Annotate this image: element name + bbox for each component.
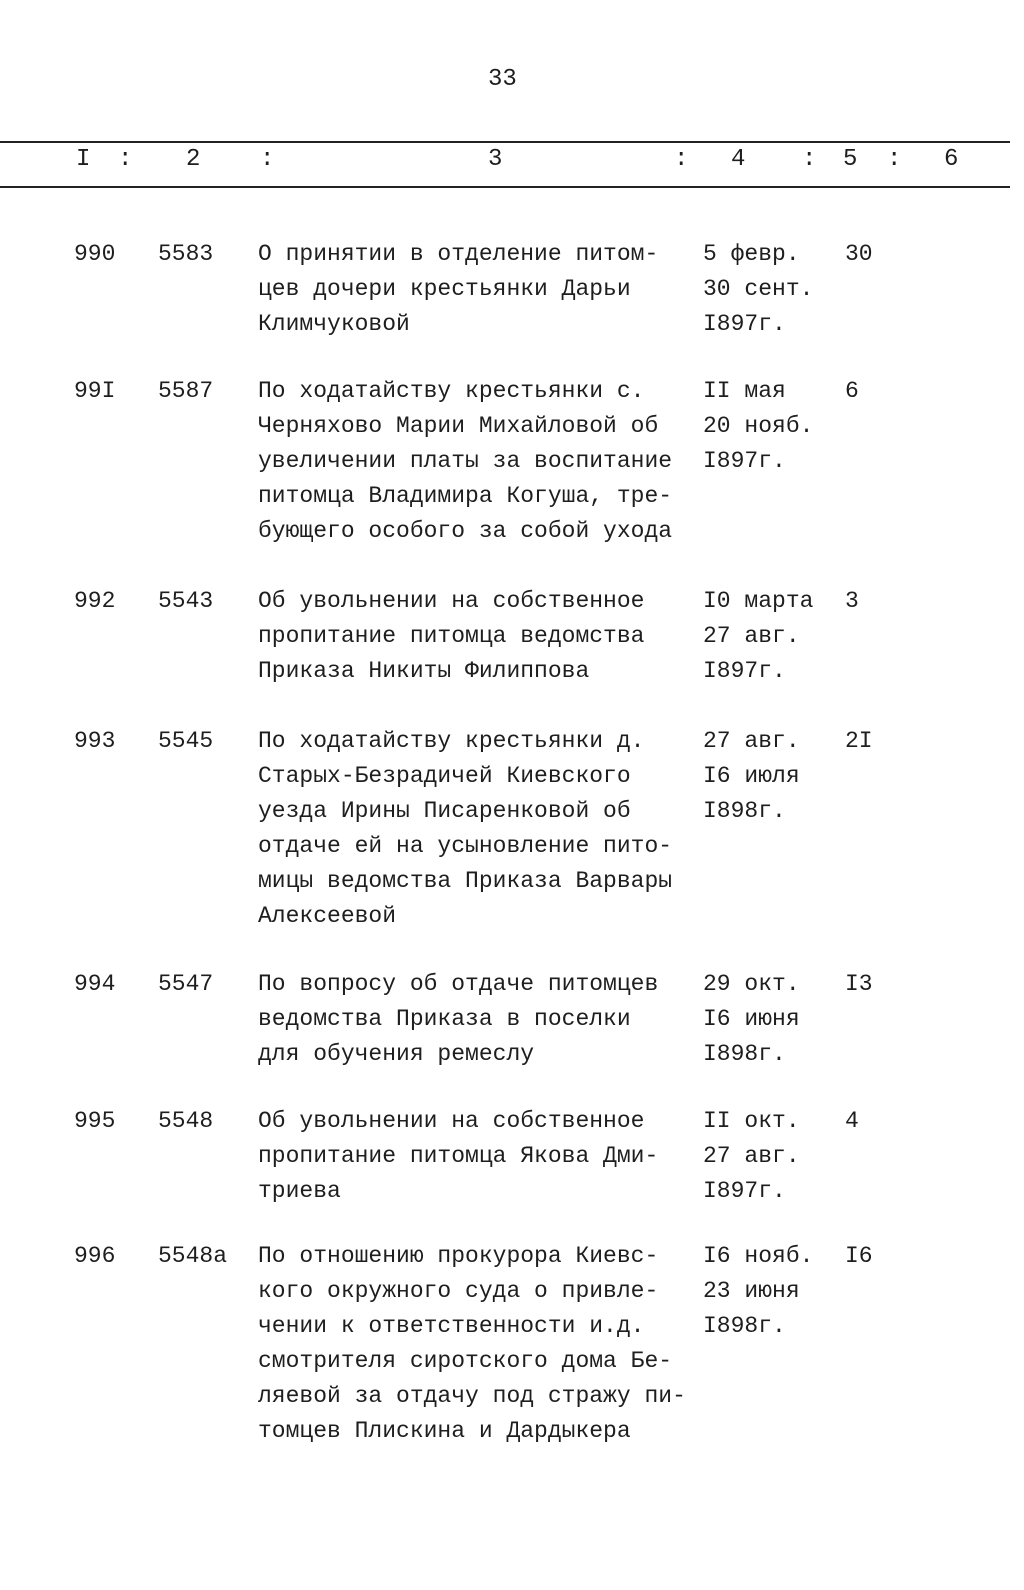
item-date-line: I898г. <box>703 798 786 824</box>
item-title-line: триева <box>258 1178 341 1204</box>
item-number: 990 <box>74 241 116 267</box>
item-number: 995 <box>74 1108 116 1134</box>
item-title-line: По вопросу об отдаче питомцев <box>258 971 659 997</box>
column-separator: : <box>260 146 275 173</box>
item-number: 99I <box>74 378 116 404</box>
file-number: 5548а <box>158 1243 228 1269</box>
item-title-line: Климчуковой <box>258 311 410 337</box>
file-number: 5583 <box>158 241 214 267</box>
item-title-line: увеличении платы за воспитание <box>258 448 673 474</box>
column-header-5: 5 <box>843 146 858 173</box>
item-date-line: I897г. <box>703 1178 786 1204</box>
item-date-line: II окт. <box>703 1108 800 1134</box>
file-number: 5548 <box>158 1108 214 1134</box>
sheet-count: 30 <box>845 241 873 267</box>
item-title-line: Черняхово Марии Михайловой об <box>258 413 659 439</box>
item-title-line: кого окружного суда о привле- <box>258 1278 659 1304</box>
item-title-line: пропитание питомца Якова Дми- <box>258 1143 659 1169</box>
column-separator: : <box>802 146 817 173</box>
item-date-line: 27 авг. <box>703 623 800 649</box>
header-top-rule <box>0 141 1010 143</box>
item-title-line: смотрителя сиротского дома Бе- <box>258 1348 673 1374</box>
sheet-count: 6 <box>845 378 859 404</box>
item-date-line: I6 июня <box>703 1006 800 1032</box>
item-title-line: По ходатайству крестьянки д. <box>258 728 645 754</box>
sheet-count: I6 <box>845 1243 873 1269</box>
item-number: 994 <box>74 971 116 997</box>
item-date-line: I6 июля <box>703 763 800 789</box>
item-date-line: I6 нояб. <box>703 1243 814 1269</box>
column-header-6: 6 <box>944 146 959 173</box>
column-header-4: 4 <box>731 146 746 173</box>
item-title-line: По ходатайству крестьянки с. <box>258 378 645 404</box>
item-date-line: 27 авг. <box>703 1143 800 1169</box>
item-title-line: ведомства Приказа в поселки <box>258 1006 631 1032</box>
file-number: 5587 <box>158 378 214 404</box>
item-title-line: уезда Ирины Писаренковой об <box>258 798 631 824</box>
sheet-count: 2I <box>845 728 873 754</box>
item-number: 993 <box>74 728 116 754</box>
item-title-line: мицы ведомства Приказа Варвары <box>258 868 673 894</box>
item-date-line: I897г. <box>703 448 786 474</box>
item-date-line: I898г. <box>703 1313 786 1339</box>
item-number: 996 <box>74 1243 116 1269</box>
item-title-line: Об увольнении на собственное <box>258 1108 645 1134</box>
item-number: 992 <box>74 588 116 614</box>
item-title-line: томцев Плискина и Дардыкера <box>258 1418 631 1444</box>
column-header-2: 2 <box>186 146 201 173</box>
item-title-line: питомца Владимира Когуша, тре- <box>258 483 673 509</box>
sheet-count: I3 <box>845 971 873 997</box>
item-date-line: I898г. <box>703 1041 786 1067</box>
column-separator: : <box>674 146 689 173</box>
column-separator: : <box>887 146 902 173</box>
item-title-line: для обучения ремеслу <box>258 1041 535 1067</box>
item-title-line: Старых-Безрадичей Киевского <box>258 763 631 789</box>
item-title-line: ляевой за отдачу под стражу пи- <box>258 1383 686 1409</box>
item-title-line: цев дочери крестьянки Дарьи <box>258 276 631 302</box>
sheet-count: 3 <box>845 588 859 614</box>
item-title-line: По отношению прокурора Киевс- <box>258 1243 659 1269</box>
item-title-line: чении к ответственности и.д. <box>258 1313 645 1339</box>
page-number: 33 <box>488 66 517 93</box>
item-date-line: 27 авг. <box>703 728 800 754</box>
item-title-line: пропитание питомца ведомства <box>258 623 645 649</box>
item-date-line: I897г. <box>703 658 786 684</box>
column-header-3: 3 <box>488 146 503 173</box>
item-date-line: 23 июня <box>703 1278 800 1304</box>
header-bottom-rule <box>0 186 1010 188</box>
item-date-line: I897г. <box>703 311 786 337</box>
item-title-line: Об увольнении на собственное <box>258 588 645 614</box>
column-separator: : <box>118 146 133 173</box>
item-date-line: 30 сент. <box>703 276 814 302</box>
item-date-line: 29 окт. <box>703 971 800 997</box>
item-title-line: Приказа Никиты Филиппова <box>258 658 590 684</box>
item-date-line: 5 февр. <box>703 241 800 267</box>
file-number: 5543 <box>158 588 214 614</box>
file-number: 5547 <box>158 971 214 997</box>
file-number: 5545 <box>158 728 214 754</box>
item-date-line: 20 нояб. <box>703 413 814 439</box>
item-title-line: отдаче ей на усыновление пито- <box>258 833 673 859</box>
item-date-line: II мая <box>703 378 786 404</box>
item-title-line: бующего особого за собой ухода <box>258 518 673 544</box>
item-date-line: I0 марта <box>703 588 814 614</box>
item-title-line: Алексеевой <box>258 903 397 929</box>
column-header-1: I <box>76 146 91 173</box>
sheet-count: 4 <box>845 1108 859 1134</box>
item-title-line: О принятии в отделение питом- <box>258 241 659 267</box>
